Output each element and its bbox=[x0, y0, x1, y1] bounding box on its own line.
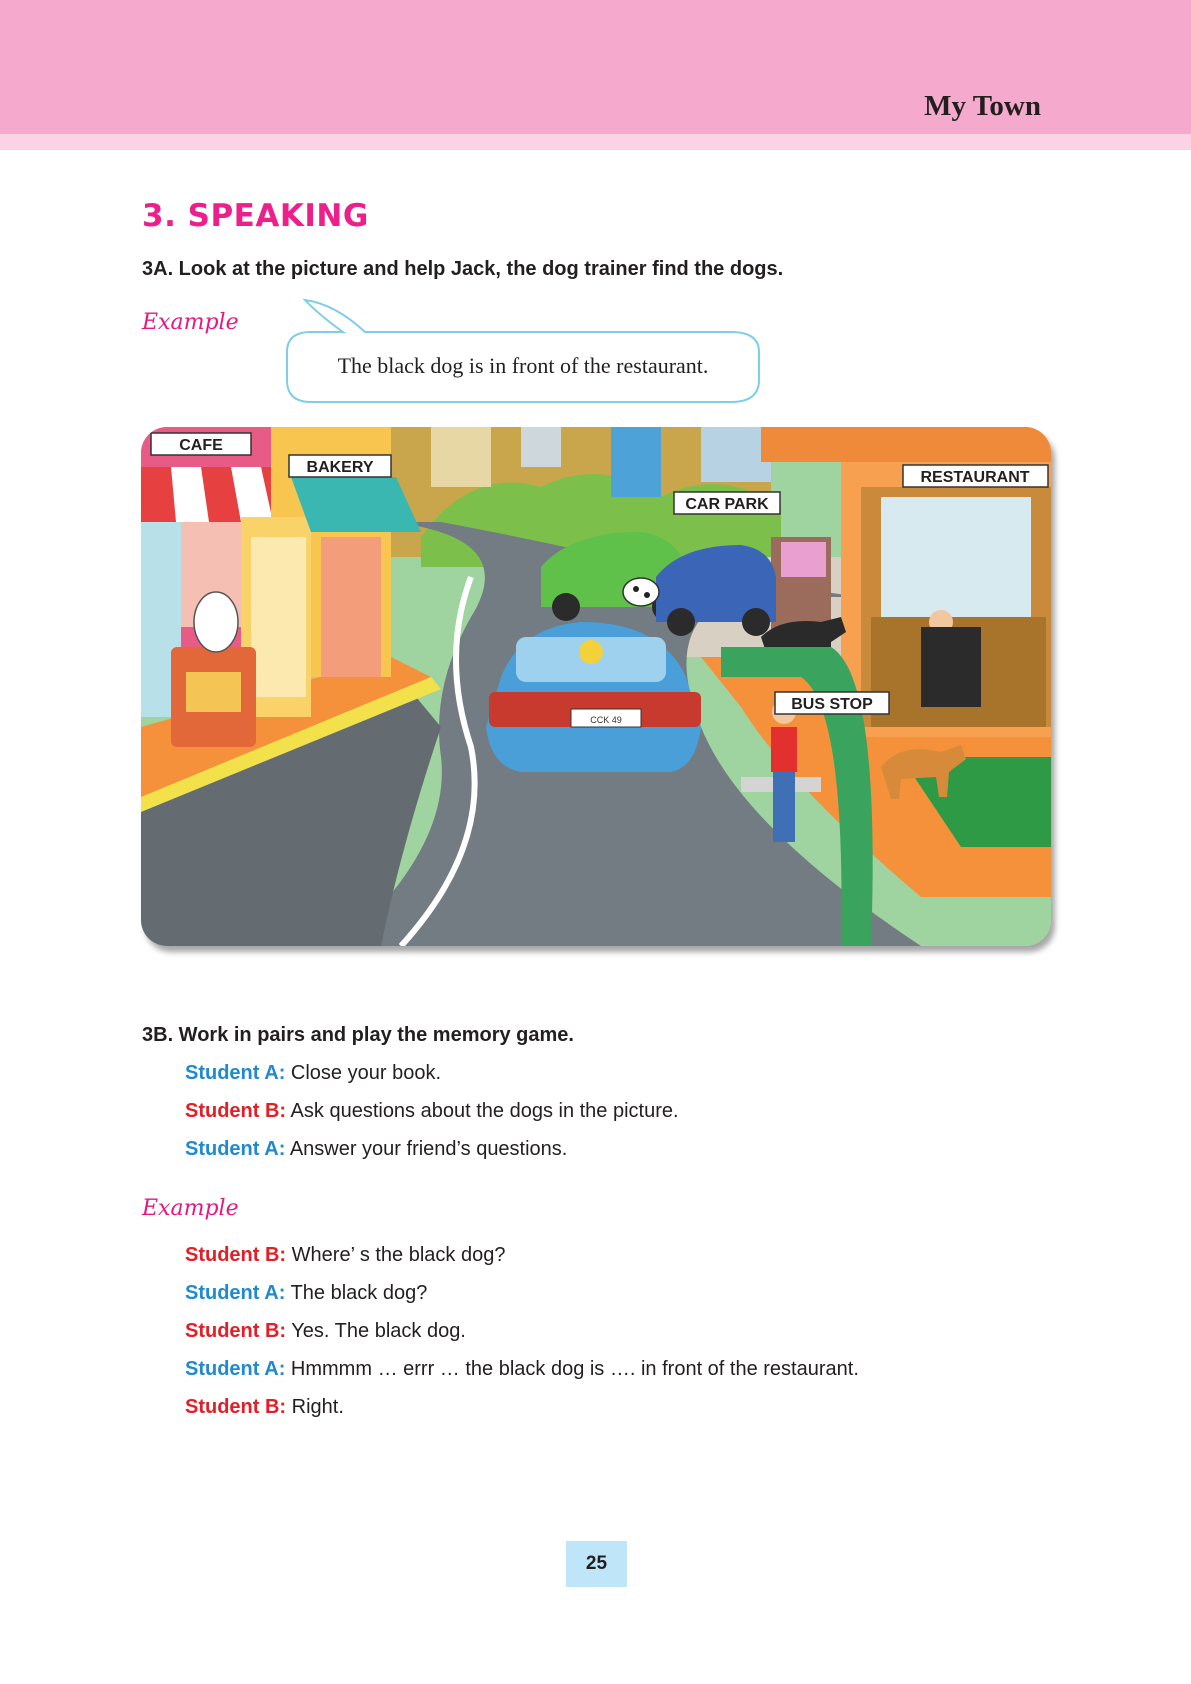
page-number: 25 bbox=[566, 1541, 627, 1587]
line-text: Where’ s the black dog? bbox=[291, 1244, 506, 1266]
line-text: Ask questions about the dogs in the picture. bbox=[290, 1100, 679, 1122]
line-text: The black dog? bbox=[290, 1282, 428, 1304]
speech-bubble-text: The black dog is in front of the restaurant. bbox=[337, 353, 709, 378]
dialogue-line bbox=[185, 1138, 567, 1161]
line-text: Close your book. bbox=[290, 1062, 441, 1084]
task-3b-instruction: 3B. Work in pairs and play the memory game. bbox=[142, 1024, 574, 1046]
sign-bus-stop: BUS STOP bbox=[791, 696, 873, 713]
dialogue-line bbox=[185, 1062, 441, 1085]
sign-cafe: CAFE bbox=[179, 437, 223, 454]
unit-title: My Town bbox=[924, 90, 1041, 122]
line-text: Yes. The black dog. bbox=[291, 1320, 466, 1342]
example-dialogue-line bbox=[185, 1396, 344, 1419]
section-title: 3. SPEAKING bbox=[142, 198, 369, 234]
sign-restaurant: RESTAURANT bbox=[920, 469, 1030, 486]
example-dialogue-line bbox=[185, 1358, 859, 1381]
sign-bakery: BAKERY bbox=[306, 459, 374, 476]
dialogue-line bbox=[185, 1100, 679, 1123]
task-3a-instruction: 3A. Look at the picture and help Jack, the dog trainer find the dogs. bbox=[142, 258, 784, 280]
speech-bubble bbox=[283, 296, 763, 406]
town-scene-illustration bbox=[141, 427, 1051, 946]
speaker-label: Student B: bbox=[185, 1100, 287, 1122]
speaker-label: Student A: bbox=[185, 1062, 286, 1084]
speaker-label: Student B: bbox=[185, 1320, 287, 1342]
line-text: Right. bbox=[291, 1396, 344, 1418]
speaker-label: Student A: bbox=[185, 1358, 286, 1380]
speaker-label: Student B: bbox=[185, 1396, 287, 1418]
line-text: Hmmmm … errr … the black dog is …. in front of the restaurant. bbox=[290, 1358, 859, 1380]
sign-car-park: CAR PARK bbox=[685, 496, 769, 513]
speaker-label: Student B: bbox=[185, 1244, 287, 1266]
example-dialogue-line bbox=[185, 1282, 427, 1305]
example-label-3a: Example bbox=[142, 310, 239, 335]
line-text: Answer your friend’s questions. bbox=[289, 1138, 568, 1160]
example-label-3b: Example bbox=[142, 1196, 239, 1221]
car-plate: CCK 49 bbox=[590, 715, 622, 725]
speaker-label: Student A: bbox=[185, 1282, 286, 1304]
example-dialogue-line bbox=[185, 1244, 505, 1267]
header-strip bbox=[0, 134, 1191, 150]
speaker-label: Student A: bbox=[185, 1138, 286, 1160]
example-dialogue-line bbox=[185, 1320, 466, 1343]
